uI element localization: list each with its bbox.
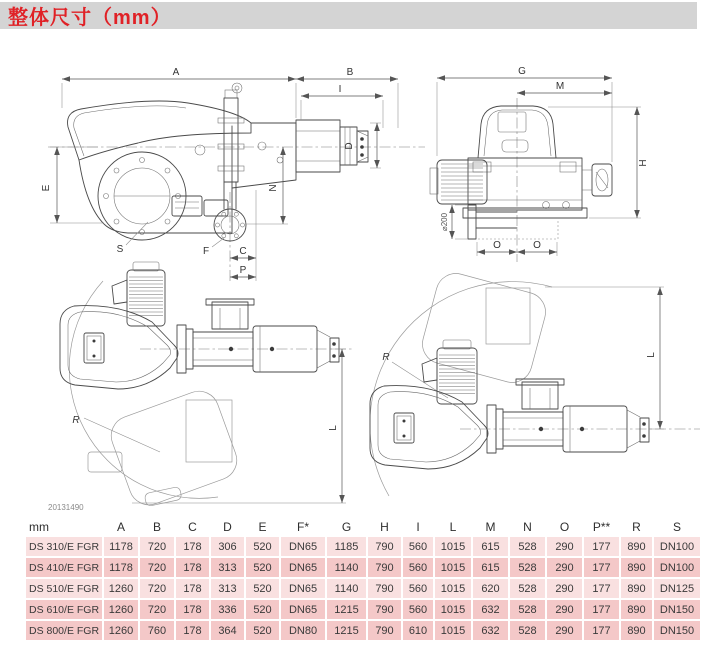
value-cell: DN65 xyxy=(281,537,325,556)
rear-view-diagram xyxy=(430,66,649,262)
column-header: P** xyxy=(592,520,611,534)
value-cell: 1260 xyxy=(104,579,138,598)
value-cell: 790 xyxy=(368,621,401,640)
dim-label-o1: O xyxy=(493,240,501,251)
value-cell: DN100 xyxy=(654,537,700,556)
value-cell: 290 xyxy=(547,558,582,577)
column-header: M xyxy=(485,520,496,534)
model-cell: DS 800/E FGR xyxy=(26,621,102,640)
column-header: R xyxy=(632,520,641,534)
value-cell: 1015 xyxy=(435,558,471,577)
model-cell: DS 310/E FGR xyxy=(26,537,102,556)
value-cell: DN80 xyxy=(281,621,325,640)
value-cell: 1215 xyxy=(327,600,366,619)
value-cell: 1140 xyxy=(327,579,366,598)
table-row xyxy=(26,600,700,619)
value-cell: 720 xyxy=(140,579,174,598)
value-cell: 560 xyxy=(403,558,433,577)
value-cell: 1260 xyxy=(104,600,138,619)
column-header: I xyxy=(416,520,420,534)
value-cell: 1015 xyxy=(435,579,471,598)
model-cell: DS 610/E FGR xyxy=(26,600,102,619)
value-cell: 790 xyxy=(368,537,401,556)
column-header: E xyxy=(258,520,267,534)
value-cell: 560 xyxy=(403,537,433,556)
column-header: B xyxy=(152,520,161,534)
value-cell: 760 xyxy=(140,621,174,640)
dim-label-d: D xyxy=(344,142,355,150)
value-cell: 528 xyxy=(510,537,545,556)
dim-label-n: N xyxy=(268,184,279,192)
dim-label-l-right: L xyxy=(646,352,657,358)
dim-label-i: I xyxy=(338,84,342,95)
dimensions-table xyxy=(24,517,702,642)
page-title: 整体尺寸（mm） xyxy=(8,7,172,29)
value-cell: 336 xyxy=(211,600,244,619)
value-cell: 306 xyxy=(211,537,244,556)
value-cell: 1140 xyxy=(327,558,366,577)
column-header: S xyxy=(672,520,681,534)
unit-header: mm xyxy=(29,520,49,534)
table-row xyxy=(26,621,700,640)
value-cell: 1015 xyxy=(435,621,471,640)
dim-label-r-right: R xyxy=(382,352,390,363)
value-cell: 528 xyxy=(510,579,545,598)
dim-label-s: S xyxy=(116,244,124,255)
value-cell: 615 xyxy=(473,558,508,577)
dim-label-phi200: ⌀200 xyxy=(440,212,449,232)
column-header: O xyxy=(559,520,570,534)
value-cell: 528 xyxy=(510,600,545,619)
column-header: L xyxy=(449,520,457,534)
dim-label-b: B xyxy=(346,67,354,78)
value-cell: 1185 xyxy=(327,537,366,556)
value-cell: 177 xyxy=(584,621,619,640)
value-cell: 890 xyxy=(621,537,652,556)
value-cell: 720 xyxy=(140,600,174,619)
table-row xyxy=(26,579,700,598)
dim-label-p: P xyxy=(239,265,247,276)
dim-label-c: C xyxy=(239,246,247,257)
value-cell: DN65 xyxy=(281,579,325,598)
column-header: C xyxy=(188,520,197,534)
model-cell: DS 510/E FGR xyxy=(26,579,102,598)
value-cell: 528 xyxy=(510,621,545,640)
value-cell: 1178 xyxy=(104,558,138,577)
value-cell: 177 xyxy=(584,558,619,577)
value-cell: 720 xyxy=(140,537,174,556)
value-cell: 560 xyxy=(403,579,433,598)
column-header: D xyxy=(223,520,232,534)
dim-label-h: H xyxy=(638,159,649,167)
value-cell: 890 xyxy=(621,621,652,640)
value-cell: 364 xyxy=(211,621,244,640)
value-cell: 1178 xyxy=(104,537,138,556)
value-cell: 1215 xyxy=(327,621,366,640)
value-cell: 1015 xyxy=(435,537,471,556)
value-cell: 313 xyxy=(211,579,244,598)
column-header: F* xyxy=(297,520,309,534)
value-cell: 890 xyxy=(621,558,652,577)
value-cell: 290 xyxy=(547,537,582,556)
value-cell: DN150 xyxy=(654,600,700,619)
value-cell: 520 xyxy=(246,600,279,619)
value-cell: 790 xyxy=(368,558,401,577)
value-cell: 290 xyxy=(547,600,582,619)
top-view-left-diagram xyxy=(48,262,352,512)
value-cell: 520 xyxy=(246,621,279,640)
value-cell: DN65 xyxy=(281,558,325,577)
dim-label-a: A xyxy=(172,67,180,78)
dim-label-r-left: R xyxy=(72,415,80,426)
dim-label-o2: O xyxy=(533,240,541,251)
dim-label-f: F xyxy=(202,246,210,257)
column-header: N xyxy=(523,520,532,534)
value-cell: 177 xyxy=(584,537,619,556)
value-cell: 520 xyxy=(246,558,279,577)
value-cell: 178 xyxy=(176,558,209,577)
value-cell: 632 xyxy=(473,621,508,640)
value-cell: 632 xyxy=(473,600,508,619)
value-cell: 313 xyxy=(211,558,244,577)
value-cell: 290 xyxy=(547,579,582,598)
value-cell: 560 xyxy=(403,600,433,619)
top-view-right-diagram xyxy=(370,269,700,496)
dim-label-l-left: L xyxy=(328,425,339,431)
dim-label-m: M xyxy=(555,81,565,92)
value-cell: 178 xyxy=(176,600,209,619)
value-cell: 615 xyxy=(473,537,508,556)
table-row xyxy=(26,537,700,556)
value-cell: 290 xyxy=(547,621,582,640)
value-cell: 528 xyxy=(510,558,545,577)
value-cell: 890 xyxy=(621,579,652,598)
value-cell: DN65 xyxy=(281,600,325,619)
value-cell: 790 xyxy=(368,600,401,619)
dim-label-e: E xyxy=(41,184,52,192)
value-cell: 620 xyxy=(473,579,508,598)
column-header: A xyxy=(116,520,125,534)
value-cell: DN150 xyxy=(654,621,700,640)
value-cell: 1260 xyxy=(104,621,138,640)
side-view-diagram xyxy=(41,67,425,281)
value-cell: 178 xyxy=(176,621,209,640)
value-cell: 178 xyxy=(176,537,209,556)
value-cell: DN125 xyxy=(654,579,700,598)
value-cell: 790 xyxy=(368,579,401,598)
value-cell: 610 xyxy=(403,621,433,640)
column-header: H xyxy=(380,520,389,534)
dim-label-g: G xyxy=(518,66,526,77)
table-row xyxy=(26,558,700,577)
value-cell: 1015 xyxy=(435,600,471,619)
value-cell: 177 xyxy=(584,600,619,619)
value-cell: 890 xyxy=(621,600,652,619)
value-cell: DN100 xyxy=(654,558,700,577)
value-cell: 520 xyxy=(246,579,279,598)
value-cell: 520 xyxy=(246,537,279,556)
model-cell: DS 410/E FGR xyxy=(26,558,102,577)
table-header-row xyxy=(26,519,700,535)
value-cell: 720 xyxy=(140,558,174,577)
value-cell: 177 xyxy=(584,579,619,598)
drawing-part-number: 20131490 xyxy=(48,503,84,512)
column-header: G xyxy=(341,520,352,534)
value-cell: 178 xyxy=(176,579,209,598)
